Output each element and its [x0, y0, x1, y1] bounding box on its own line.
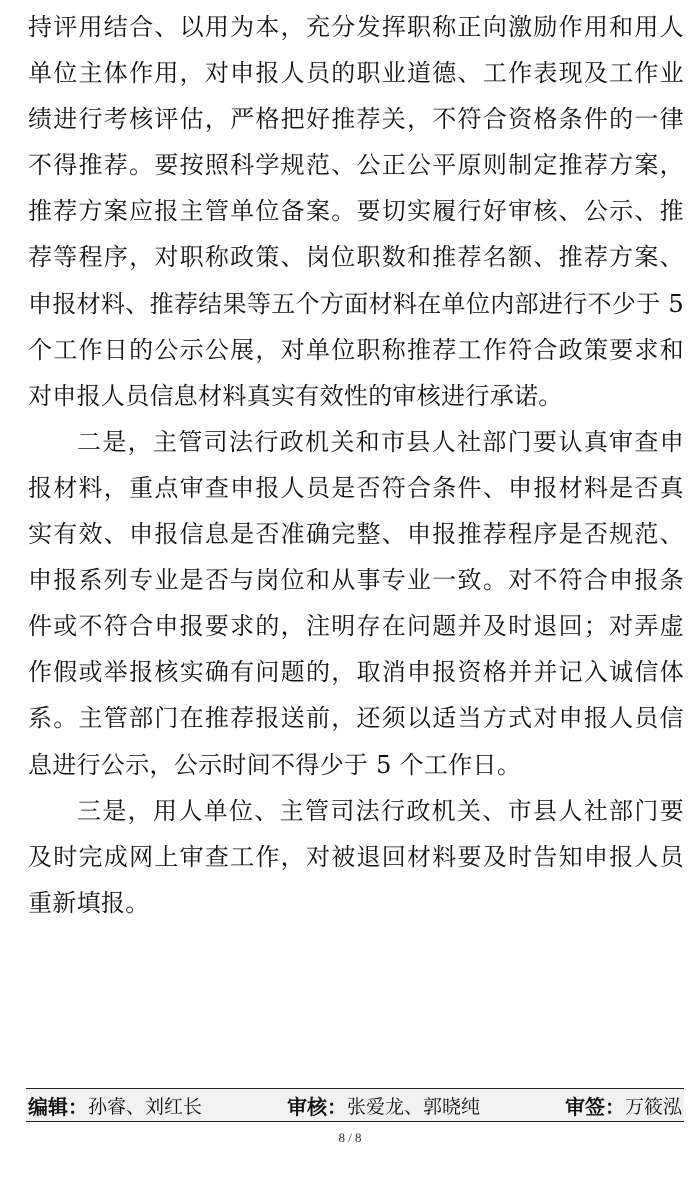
editor-label: 编辑：	[28, 1094, 88, 1119]
editor-credit	[28, 1091, 202, 1120]
reviewer-names: 张爱龙、郭晓纯	[346, 1095, 480, 1118]
paragraph-continuation: 持评用结合、以用为本，充分发挥职称正向激励作用和用人单位主体作用，对申报人员的职业道德、工作表现及工作业绩进行考核评估，严格把好推荐关，不符合资格条件的一律不得推荐。要按照科学规范、公正公平原则制定推荐方案，推荐方案应报主管单位备案。要切实履行好审核、公示、推荐等程序，对职称政策、岗位职数和推荐名额、推荐方案、申报材料、推荐结果等五个方面材料在单位内部进行不少于 5 个工作日的公示公展，对单位职称推荐工作符合政策要求和对申报人员信息材料真实有效性的审核进行承诺。	[28, 13, 684, 410]
approver-credit	[565, 1091, 682, 1120]
footer-credits	[26, 1088, 684, 1122]
editor-names: 孙睿、刘红长	[88, 1095, 203, 1118]
approver-names: 万筱泓	[624, 1095, 682, 1118]
approver-label: 审签：	[564, 1094, 625, 1119]
paragraph-point-three: 三是，用人单位、主管司法行政机关、市县人社部门要及时完成网上审查工作，对被退回材料要及时告知申报人员重新填报。	[28, 796, 684, 917]
reviewer-label: 审核：	[286, 1094, 347, 1119]
body-text	[28, 4, 684, 926]
paragraph-point-two: 二是，主管司法行政机关和市县人社部门要认真审查申报材料，重点审查申报人员是否符合条件、申报材料是否真实有效、申报信息是否准确完整、申报推荐程序是否规范、申报系列专业是否与岗位和从事专业一致。对不符合申报条件或不符合申报要求的，注明存在问题并及时退回；对弄虚作假或举报核实确有问题的，取消申报资格并并记入诚信体系。主管部门在推荐报送前，还须以适当方式对申报人员信息进行公示，公示时间不得少于 5 个工作日。	[28, 427, 684, 779]
page-number: 8 / 8	[338, 1130, 362, 1145]
reviewer-credit	[287, 1091, 480, 1120]
